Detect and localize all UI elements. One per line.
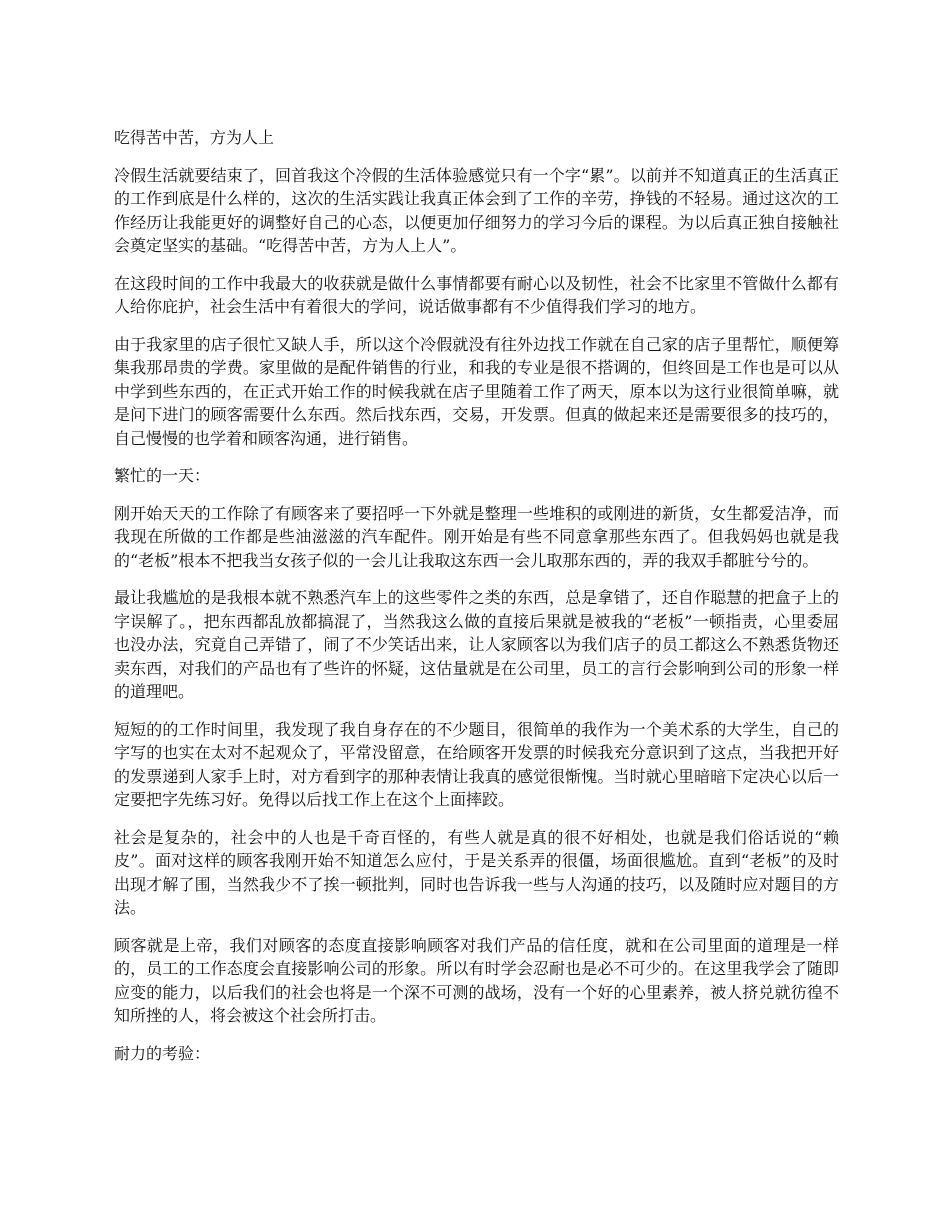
paragraph-family-store: 由于我家里的店子很忙又缺人手，所以这个冷假就没有往外边找工作就在自己家的店子里帮忙，顺便筹集我那昂贵的学费。家里做的是配件销售的行业，和我的专业是很不搭调的，但终回是工作也是可以从中学到些东西的，在正式开始工作的时候我就在店子里随着工作了两天，原本以为这行业很简单嘛，就是问下进门的顾客需要什么东西。然后找东西，交易，开发票。但真的做起来还是需要很多的技巧的，自己慢慢的也学着和顾客沟通，进行销售。 [114,334,839,448]
document-page [114,126,839,1079]
paragraph-intro: 冷假生活就要结束了，回首我这个冷假的生活体验感觉只有一个字“累”。以前并不知道真正的生活真正的工作到底是什么样的，这次的生活实践让我真正体会到了工作的辛劳，挣钱的不轻易。通过这次的工作经历让我能更好的调整好自己的心态，以便更加仔细努力的学习今后的课程。为以后真正独自接触社会奠定坚实的基础。“吃得苦中苦，方为人上人”。 [114,165,839,255]
paragraph-harvest: 在这段时间的工作中我最大的收获就是做什么事情都要有耐心以及韧性，社会不比家里不管做什么都有人给你庇护，社会生活中有着很大的学问，说话做事都有不少值得我们学习的地方。 [114,273,839,316]
paragraph-embarrassment: 最让我尴尬的是我根本就不熟悉汽车上的这些零件之类的东西，总是拿错了，还自作聪慧的把盒子上的字误解了。，把东西都乱放都搞混了，当然我这么做的直接后果就是被我的“老板”一顿指责，心里委屈也没办法，究竟自己弄错了，闹了不少笑话出来，让人家顾客以为我们店子的员工都这么不熟悉货物还卖东西，对我们的产品也有了些许的怀疑，这估量就是在公司里，员工的言行会影响到公司的形象一样的道理吧。 [114,588,839,701]
paragraph-society: 社会是复杂的，社会中的人也是千奇百怪的，有些人就是真的很不好相处，也就是我们俗话说的“赖皮”。面对这样的顾客我刚开始不知道怎么应付，于是关系弄的很僵，场面很尴尬。直到“老板”的及时出现才解了围，当然我少不了挨一顿批判，同时也告诉我一些与人沟通的技巧，以及随时应对题目的方法。 [114,827,839,917]
document-title: 吃得苦中苦，方为人上 [114,128,275,147]
paragraph-daily-work: 刚开始天天的工作除了有顾客来了要招呼一下外就是整理一些堆积的或刚进的新货，女生都爱洁净，而我现在所做的工作都是些油滋滋的汽车配件。刚开始是有些不同意拿那些东西了。但我妈妈也就是我的“老板”根本不把我当女孩子似的一会儿让我取这东西一会儿取那东西的，弄的我双手都脏兮兮的。 [114,503,839,570]
paragraph-handwriting: 短短的的工作时间里，我发现了我自身存在的不少题目，很简单的我作为一个美术系的大学生，自己的字写的也实在太对不起观众了，平常没留意，在给顾客开发票的时候我充分意识到了这点，当我把开好的发票递到人家手上时，对方看到字的那种表情让我真的感觉很惭愧。当时就心里暗暗下定决心以后一定要把字先练习好。免得以后找工作上在这个上面摔跤。 [114,719,839,809]
section-heading-busy-day: 繁忙的一天： [114,466,211,485]
paragraph-customer: 顾客就是上帝，我们对顾客的态度直接影响顾客对我们产品的信任度，就和在公司里面的道理是一样的，员工的工作态度会直接影响公司的形象。所以有时学会忍耐也是必不可少的。在这里我学会了随即应变的能力，以后我们的社会也将是一个深不可测的战场，没有一个好的心里素养，被人挤兑就彷徨不知所挫的人，将会被这个社会所打击。 [114,935,839,1025]
section-heading-endurance: 耐力的考验： [114,1043,211,1063]
